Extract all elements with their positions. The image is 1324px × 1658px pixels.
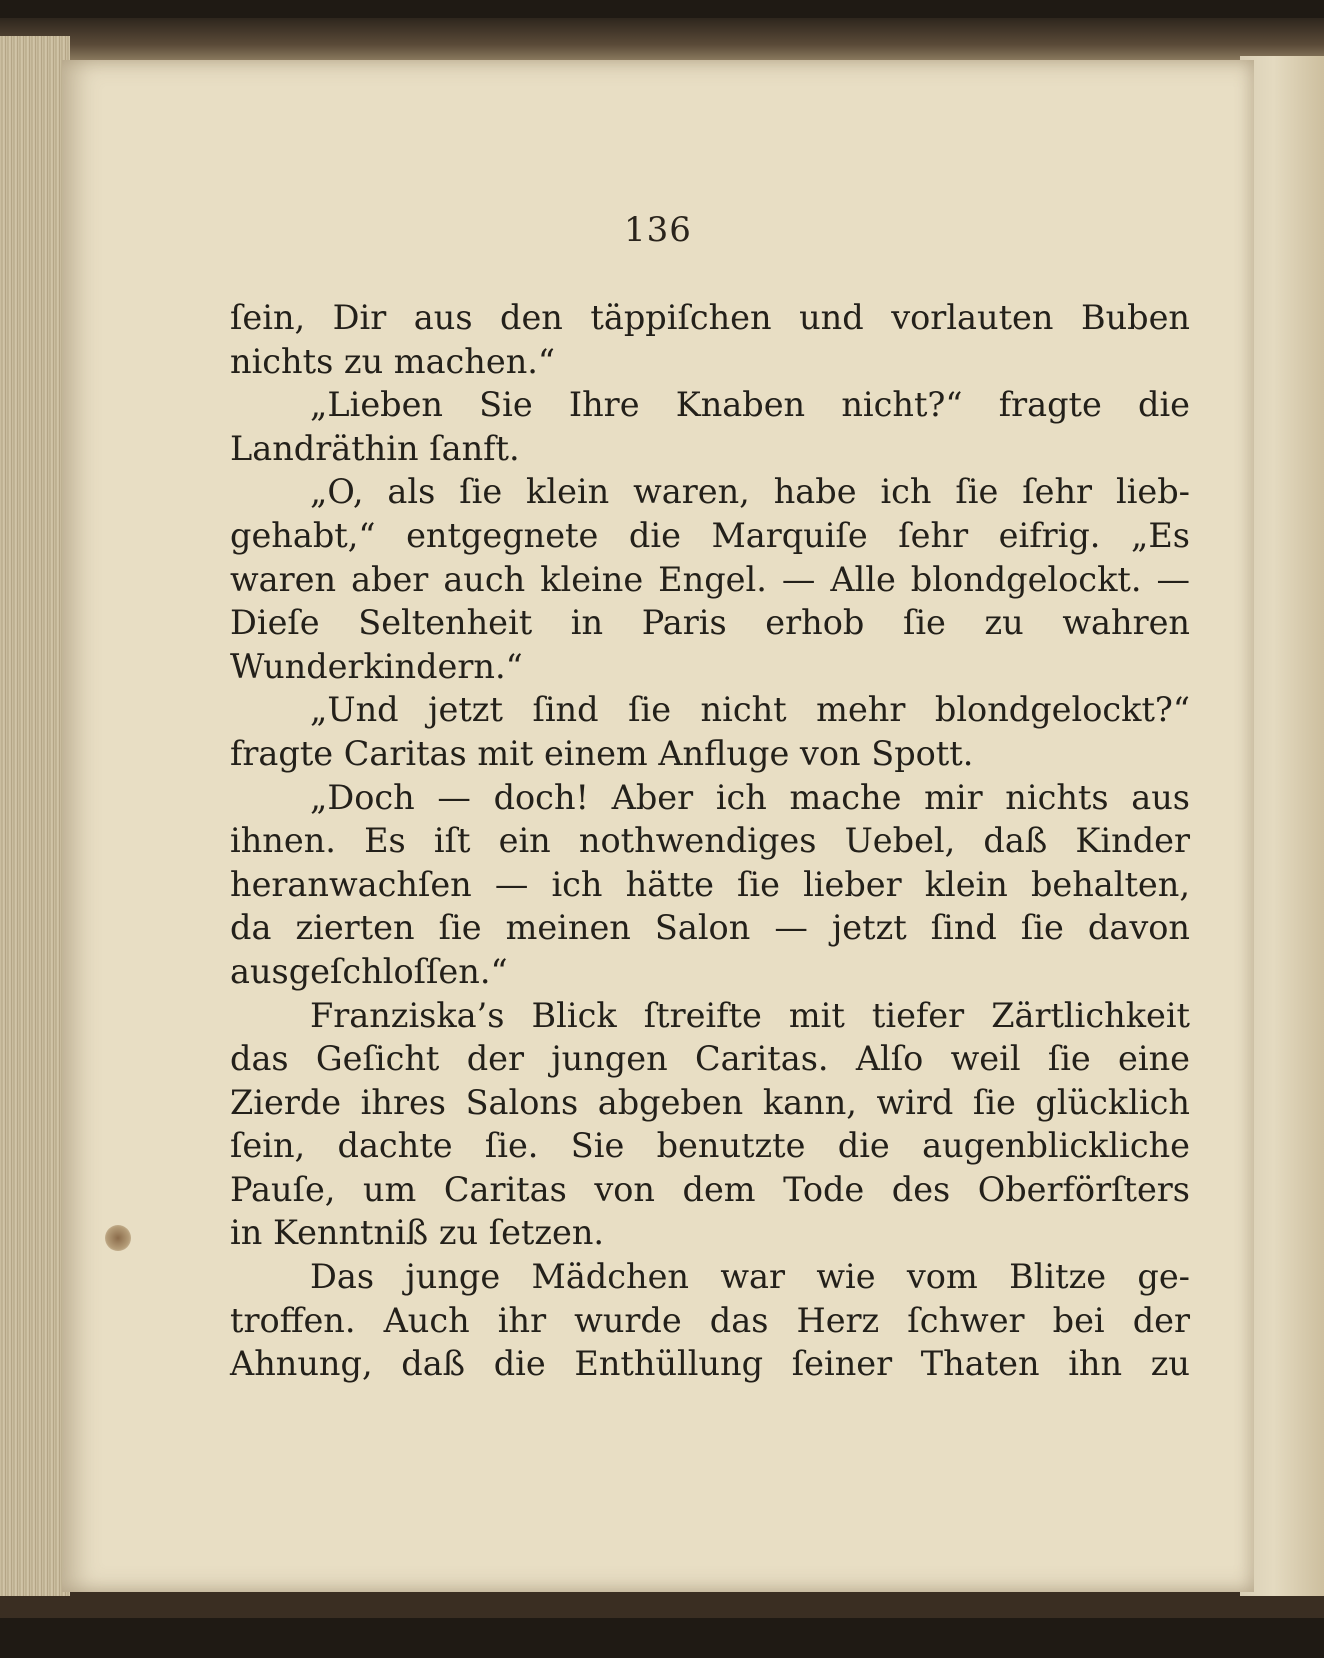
text-line: Dieſe Seltenheit in Paris erhob ſie zu wahren bbox=[230, 603, 1190, 643]
book-page bbox=[62, 60, 1254, 1592]
text-line: ſein, dachte ſie. Sie benutzte die augenblickliche bbox=[230, 1126, 1190, 1166]
text-line: heranwachſen — ich hätte ſie lieber klein behalten, bbox=[230, 864, 1190, 904]
text-line: „Und jetzt ſind ſie nicht mehr blondgelockt?“ bbox=[310, 690, 1190, 730]
page-number: 136 bbox=[624, 210, 692, 250]
text-line: Das junge Mädchen war wie vom Blitze ge- bbox=[310, 1257, 1190, 1297]
text-line: Zierde ihres Salons abgeben kann, wird ſie glücklich bbox=[230, 1082, 1190, 1122]
text-line: troffen. Auch ihr wurde das Herz ſchwer bei der bbox=[230, 1300, 1190, 1340]
text-line: da zierten ſie meinen Salon — jetzt ſind ſie davon bbox=[230, 908, 1190, 948]
text-line: Landräthin ſanft. bbox=[230, 428, 520, 468]
text-line: in Kenntniß zu ſetzen. bbox=[230, 1213, 605, 1253]
paper-stain bbox=[105, 1225, 131, 1251]
book-cover-top bbox=[0, 18, 1324, 62]
text-line: gehabt,“ entgegnete die Marquiſe ſehr eifrig. „Es bbox=[230, 515, 1190, 555]
page-edges-left bbox=[0, 36, 70, 1596]
text-line: Wunderkindern.“ bbox=[230, 646, 523, 686]
body-text bbox=[230, 296, 1190, 1386]
text-line: „Doch — doch! Aber ich mache mir nichts aus bbox=[310, 777, 1190, 817]
text-line: das Geſicht der jungen Caritas. Alſo weil ſie eine bbox=[230, 1039, 1190, 1079]
text-line: ausgeſchloſſen.“ bbox=[230, 951, 508, 991]
text-line: fragte Caritas mit einem Anfluge von Spott. bbox=[230, 733, 974, 773]
text-line: nichts zu machen.“ bbox=[230, 341, 556, 381]
text-line: „O, als ſie klein waren, habe ich ſie ſehr lieb- bbox=[310, 472, 1190, 512]
text-line: waren aber auch kleine Engel. — Alle blondgelockt. — bbox=[230, 559, 1190, 599]
text-line: Pauſe, um Caritas von dem Tode des Oberförſters bbox=[230, 1169, 1190, 1209]
text-line: ihnen. Es iſt ein nothwendiges Uebel, daß Kinder bbox=[230, 821, 1190, 861]
text-line: Ahnung, daß die Enthüllung ſeiner Thaten ihn zu bbox=[230, 1344, 1190, 1384]
text-line: ſein, Dir aus den täppiſchen und vorlauten Buben bbox=[230, 298, 1190, 337]
text-line: Franziska’s Blick ſtreifte mit tiefer Zärtlichkeit bbox=[310, 995, 1190, 1035]
text-line: „Lieben Sie Ihre Knaben nicht?“ fragte die bbox=[310, 385, 1190, 425]
